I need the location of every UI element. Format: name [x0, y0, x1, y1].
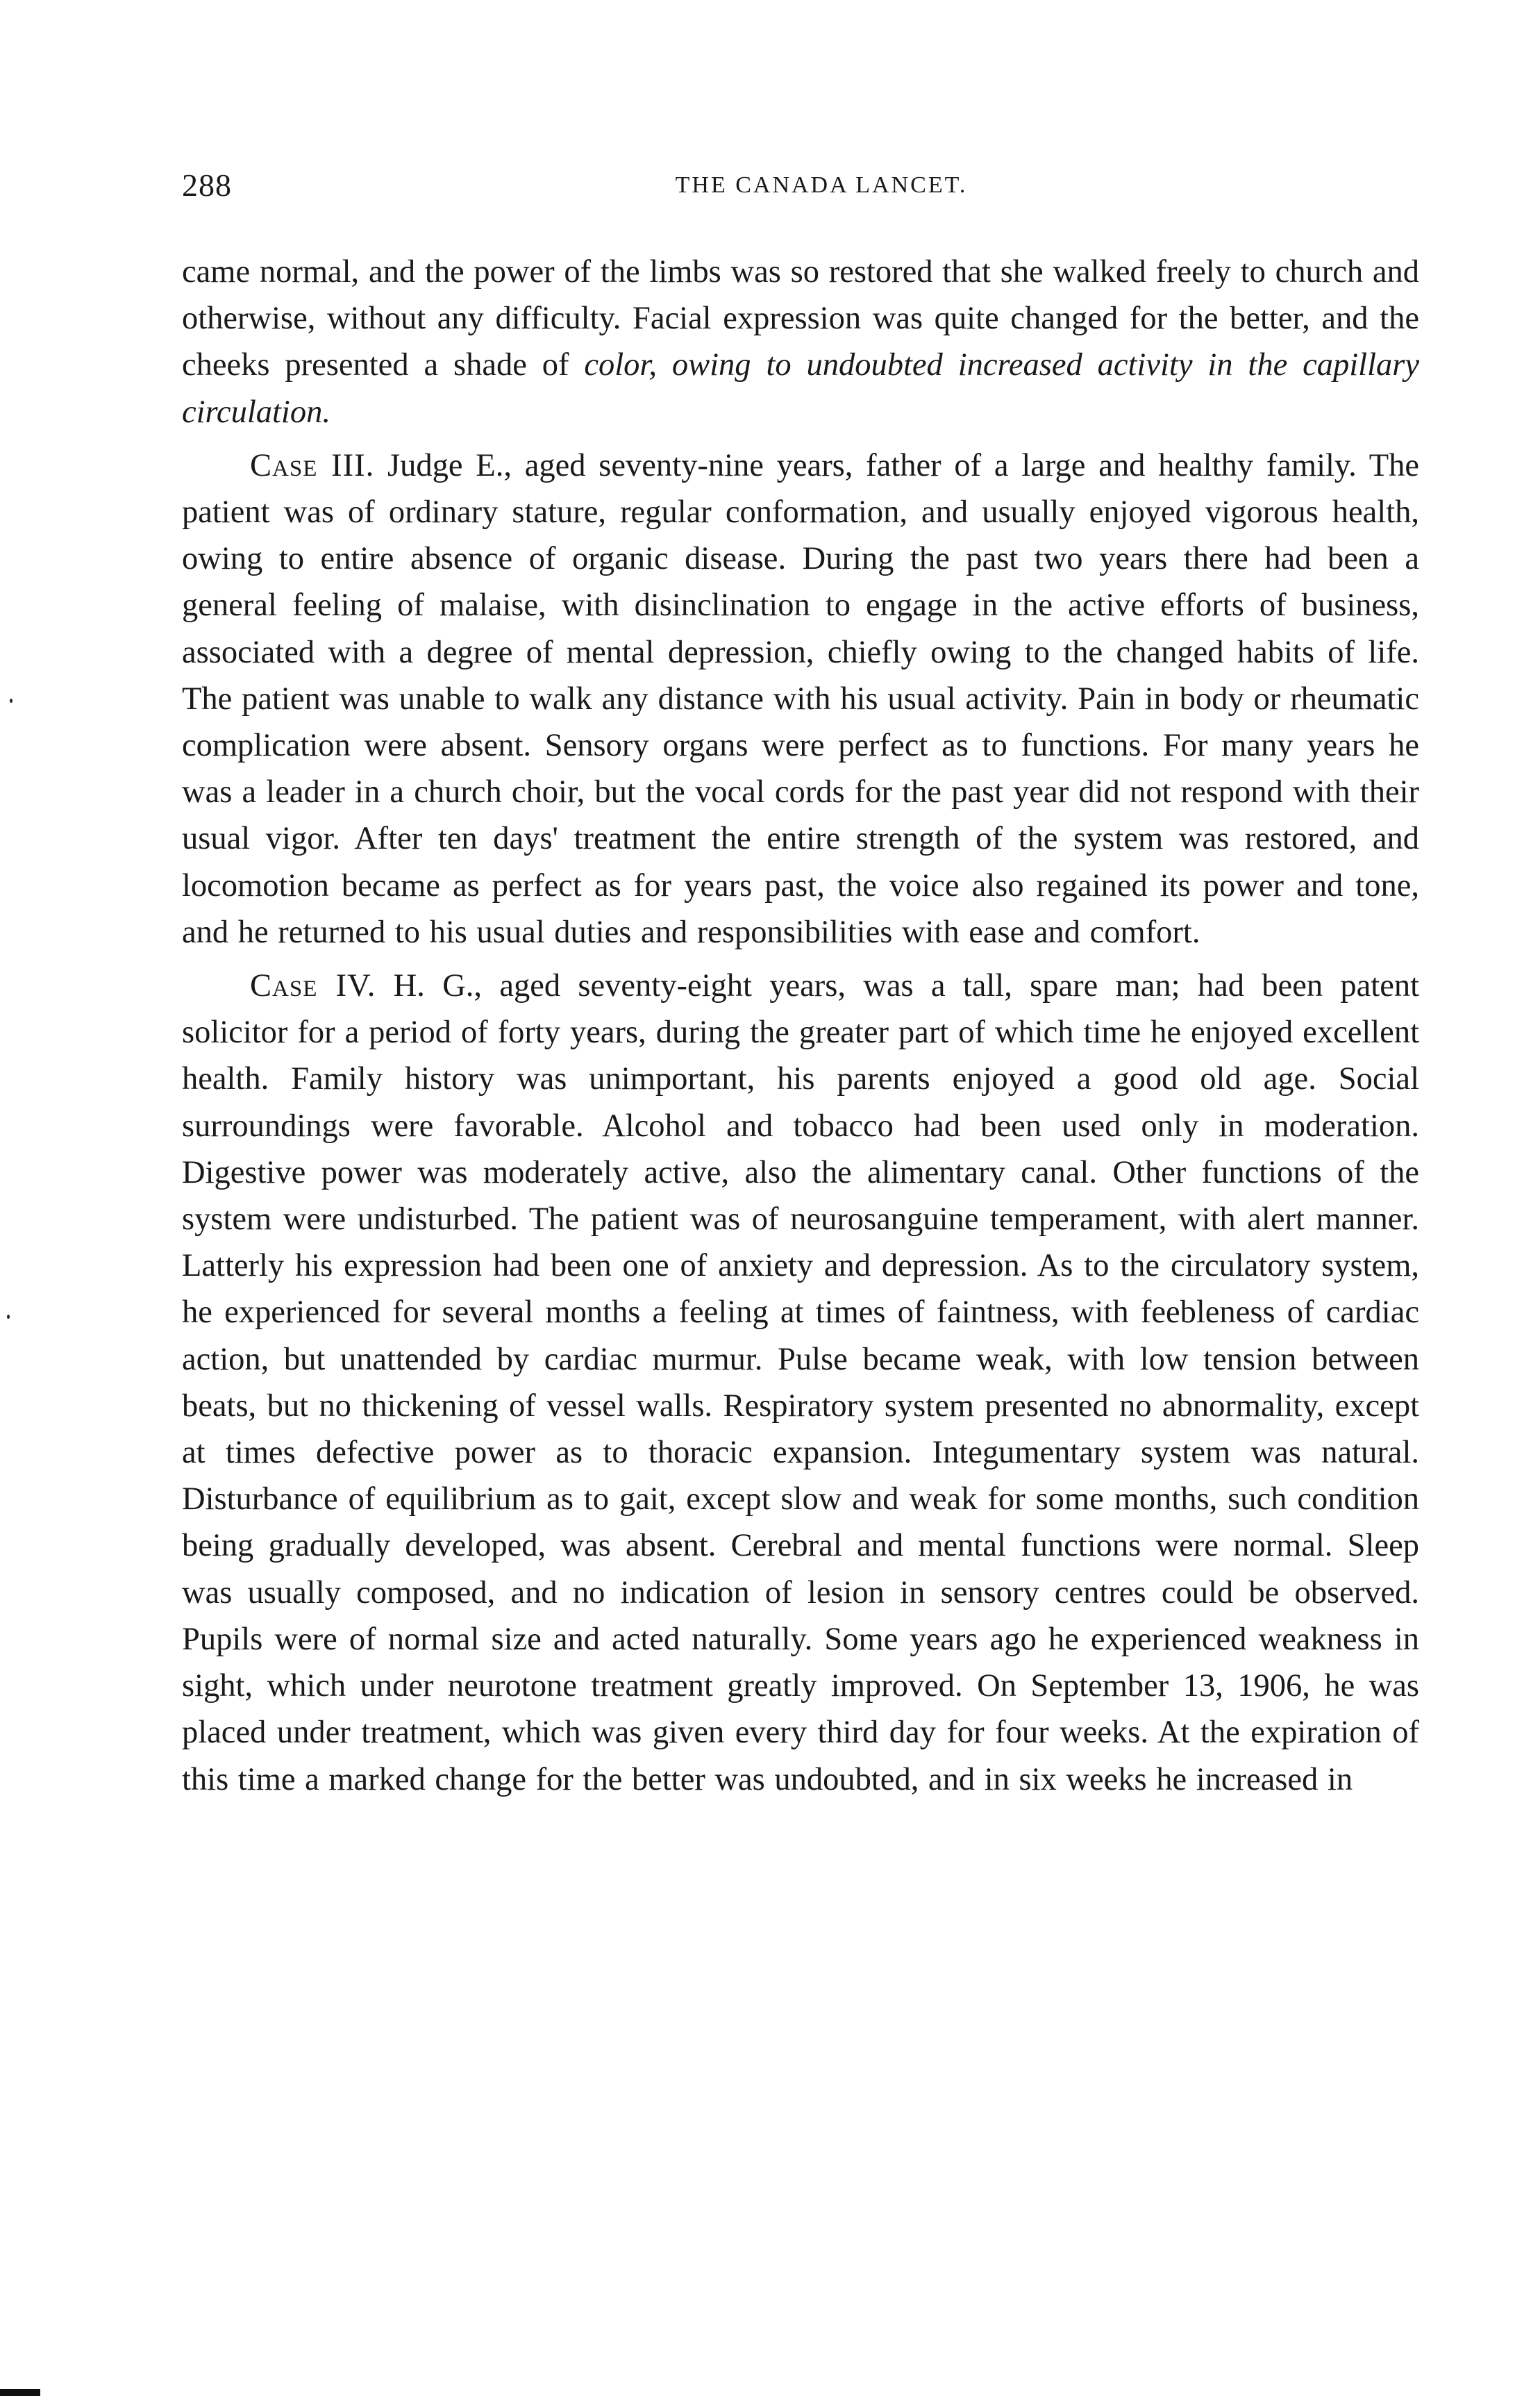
scan-speck — [10, 699, 12, 703]
case-label: Case IV. — [250, 968, 376, 1004]
page-number: 288 — [182, 167, 232, 203]
journal-title: THE CANADA LANCET. — [675, 172, 968, 198]
paragraph-case-iii — [182, 442, 1419, 956]
paragraph-text: H. G., aged seventy-eight years, was a tall, spare man; had been patent solicitor for a period of forty years, during the greater part of which time he enjoyed excellent health. Family history was unimportant, his parents enjoyed a good old age. Social surroundings were favorable. Alcohol and tobacco had been used only in moderation. Digestive power was moderately active, also the alimentary canal. Other functions of the system were undisturbed. The patient was of neurosanguine temperament, with alert manner. Latterly his expression had been one of anxiety and depression. As to the circulatory system, he experienced for several months a feeling at times of faintness, with feebleness of cardiac action, but unattended by cardiac murmur. Pulse became weak, with low tension between beats, but no thickening of vessel walls. Respiratory system presented no abnormality, except at times defective power as to thoracic expansion. Integumentary system was natural. Disturbance of equilibrium as to gait, except slow and weak for some months, such condition being gradually developed, was absent. Cerebral and mental functions were normal. Sleep was usually composed, and no indication of lesion in sensory centres could be observed. Pupils were of normal size and acted naturally. Some years ago he experienced weakness in sight, which under neurotone treatment greatly improved. On September 13, 1906, he was placed under treatment, which was given every third day for four weeks. At the expiration of this time a marked change for the better was undoubted, and in six weeks he increased in — [182, 968, 1419, 1797]
paragraph-continuation — [182, 249, 1419, 435]
body-text — [182, 249, 1419, 1803]
document-page — [182, 167, 1419, 1803]
scan-edge-mark — [0, 2389, 40, 2396]
scan-speck — [7, 1315, 10, 1319]
running-head — [182, 167, 1419, 215]
paragraph-text: Judge E., aged seventy-nine years, father of a large and healthy family. The patient was of ordinary stature, regular conformation, and usually enjoyed vigorous health, owing to entire absence of organic disease. During the past two years there had been a general feeling of malaise, with disinclination to engage in the active efforts of business, associated with a degree of mental depression, chiefly owing to the changed habits of life. The patient was unable to walk any distance with his usual activity. Pain in body or rheumatic complication were absent. Sensory organs were perfect as to functions. For many years he was a leader in a church choir, but the vocal cords for the past year did not respond with their usual vigor. After ten days' treatment the entire strength of the system was restored, and locomotion became as perfect as for years past, the voice also regained its power and tone, and he returned to his usual duties and responsibilities with ease and comfort. — [182, 447, 1419, 950]
paragraph-text: came normal, and the power of the limbs was so restored that she walked freely to church and otherwise, without any difficulty. Facial expression was quite changed for the better, and the cheeks presented a shade of — [182, 254, 1419, 383]
case-label: Case III. — [250, 447, 375, 483]
paragraph-case-iv — [182, 963, 1419, 1803]
paragraph-italic-text: color, owing to undoubted increased activity in the capillary circulation. — [182, 347, 1419, 430]
